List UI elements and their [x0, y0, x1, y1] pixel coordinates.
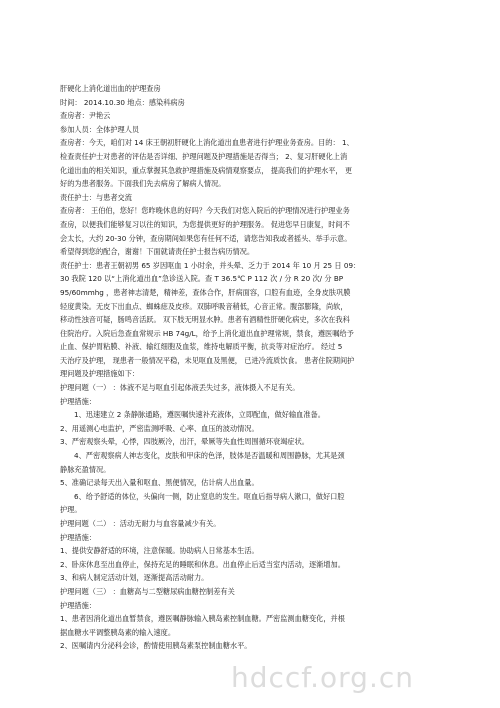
measure-item: 2、医嘱请内分泌科会诊，酌情使用胰岛素泵控制血糖水平。 [60, 641, 252, 651]
text-line: 检查责任护士对患者的评估是否详细、护理问题及护理措施是否得当； 2、复习肝硬化上消 [60, 151, 348, 161]
document-title: 肝硬化上消化道出血的护理查房 [60, 84, 161, 93]
nursing-problem-heading: 护理问题（二） ：活动无耐力与血容量减少有关。 [60, 519, 221, 528]
document-body [60, 82, 445, 653]
text-line: 希望得到您的配合，谢谢！下面就请责任护士报告病历情况。 [60, 247, 255, 257]
measure-item: 3、严密观察头晕，心悸，四肢厥冷，出汗，晕厥等失血性周围循环衰竭症状。 [60, 437, 309, 447]
text-line: 查房，以便我们能够复习以往的知识，为您提供更好的护理服务。 促进您早日康复，时间不 [60, 219, 350, 229]
case-report-line: 住院治疗。入院后急查血常规示 HB 74g/L，给予上消化道出血护理常规，禁食，遵医嘱给予 [60, 328, 354, 338]
text-line: 查房者： 王伯伯，您好！您昨晚休息的好吗？今天我们对您入院后的护理情况进行护理业务 [60, 206, 350, 216]
measure-item: 2、卧床休息至出血停止，保持充足的睡眠和休息。出血停止后适当室内活动，逐渐增加。 [60, 559, 345, 569]
measure-item: 1、患者因消化道出血暂禁食，遵医嘱静脉输入胰岛素控制血糖。严密监测血糖变化，并根 [60, 614, 345, 624]
case-report-line: 止血、保护胃粘膜、补液、输红细胞及血浆，维持电解质平衡，抗炎等对症治疗。 经过 5 [60, 342, 343, 352]
measure-item-continued: 静脉充盈情况。 [60, 464, 111, 474]
measure-item: 3、和病人制定活动计划，逐渐提高活动耐力。 [60, 573, 209, 583]
measure-item: 4、严密观察病人神志变化，皮肤和甲床的色泽，肢体是否温暖和周围静脉，尤其是颈 [74, 451, 345, 461]
measure-item-continued: 据血糖水平调整胰岛素的输入速度。 [60, 627, 176, 637]
text-line: 化道出血的相关知识，重点掌握其急救护理措施及病情观察要点， 提高我们的护理水平， 更 [60, 165, 353, 175]
watermark: hdccf.org.cn [231, 661, 414, 694]
measure-item: 2、用遥测心电监护，严密监测呼吸、心率、血压的波动情况。 [60, 423, 259, 433]
nursing-measures-label: 护理措施： [60, 532, 96, 542]
measure-item: 6、给予舒适的体位，头偏向一侧，防止窒息的发生。呕血后指导病人漱口，做好口腔 [74, 491, 345, 501]
text-line: 查房者：今天，咱们对 14 床王朝初肝硬化上消化道出血患者进行护理业务查房。目的： 1、 [60, 138, 354, 148]
text-line: 好的为患者服务。下面我们先去病房了解病人情况。 [60, 179, 226, 189]
nursing-problem-heading: 护理问题（三） ：血糖高与二型糖尿病血糖控制差有关 [60, 586, 235, 596]
rounds-leader: 查房者：尹艳云 [60, 111, 111, 121]
section-heading: 责任护士：与患者交流 [60, 192, 132, 202]
case-report-line: 30 我院 120 以“上消化道出血”急诊送入院。查 T 36.5℃ P 112 次 / 分 R 20 次/ 分 BP [60, 274, 344, 284]
case-report-line: 95/60mmhg ，患者神志清楚，精神差，查体合作，肝病面容，口腔有血迹，全身皮肤巩膜 [60, 287, 351, 297]
measure-item: 5、准确记录每天出入量和呕血、黑便情况，估计病人出血量。 [60, 478, 259, 488]
measure-item-continued: 护理。 [60, 505, 82, 515]
measure-item: 1、提供安静舒适的环境，注意保暖。协助病人日常基本生活。 [60, 546, 259, 556]
case-report-line: 天治疗及护理， 现患者一般情况平稳，未见呕血及黑便， 已进冷流质饮食。 患者住院期间护 [60, 355, 355, 365]
nursing-measures-label: 护理措施： [60, 600, 96, 610]
case-report-line: 移动性浊音可疑，肠鸣音活跃。 双下肢无明显水肿。患者有酒精性肝硬化病史，多次在我科 [60, 315, 350, 325]
nursing-measures-label: 护理措施： [60, 396, 96, 406]
text-line: 会太长，大约 20-30 分钟，查房期间如果您有任何不适，请您告知我或者摇头、举手示意。 [60, 233, 352, 243]
case-report-line: 理问题及护理措施如下： [60, 369, 140, 379]
participants: 参加人员：全体护理人员 [60, 124, 140, 134]
case-report-line: 轻度黄染。无皮下出血点、蜘蛛痣及皮疹。双肺呼吸音稍低，心音正常。腹部膨隆，尚软， [60, 301, 348, 311]
measure-item: 1、迅速建立 2 条静脉通路，遵医嘱快速补充液体，立即配血，做好输血准备。 [74, 410, 325, 420]
case-report-line: 责任护士：患者王朝初男 65 岁因呕血 1 小时余，并头晕、乏力于 2014 年 10 月 25 日 09： [60, 260, 361, 270]
nursing-problem-heading: 护理问题（一） ：体液不足与呕血引起体液丢失过多，液体摄入不足有关。 [60, 383, 300, 393]
meeting-time-location: 时间： 2014.10.30 地点：感染科病房 [60, 97, 185, 107]
